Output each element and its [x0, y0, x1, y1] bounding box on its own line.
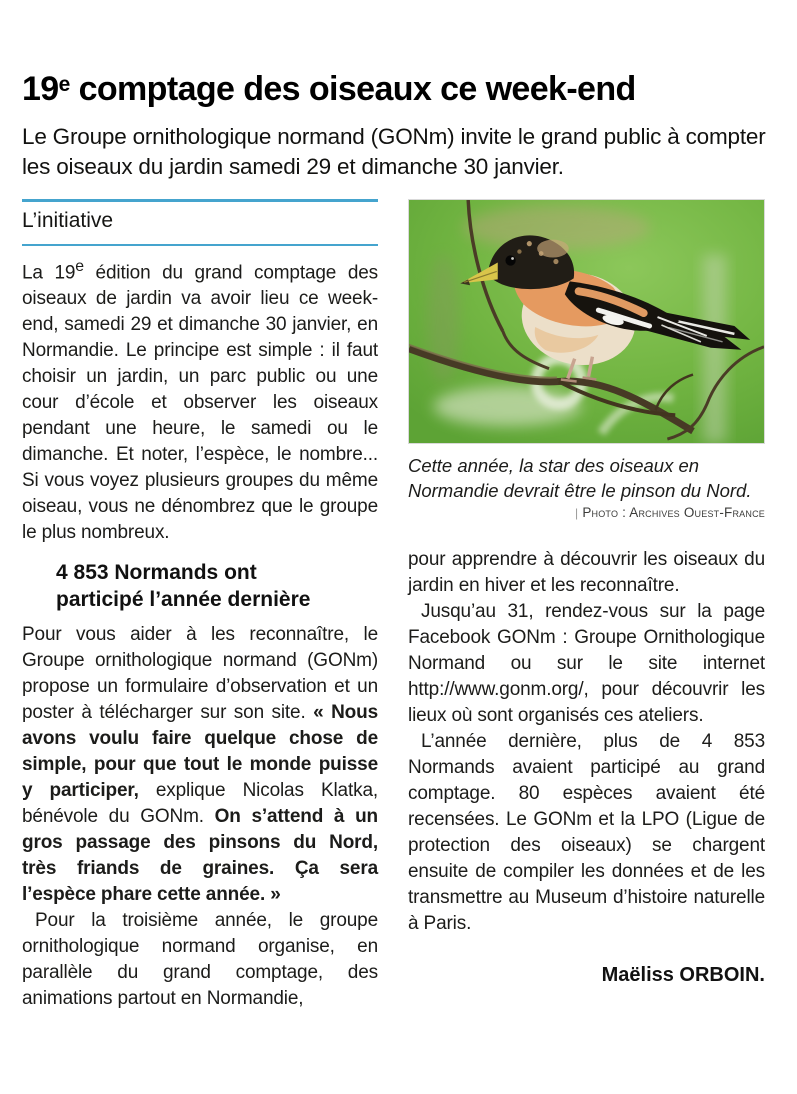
article-title: [22, 0, 771, 108]
paragraph-text: Pour vous aider à les reconnaître, le Groupe ornithologique normand (GONm) propose un formulaire d’observation et un poster à télécharger sur son site.: [22, 624, 378, 724]
section-kicker: [22, 199, 378, 246]
paragraph-text: édition du grand comptage des oiseaux de jardin va avoir lieu ce week-end, samedi 29 et dimanche 30 janvier, en Normandie. Le principe est simple : il faut choisir un jardin, un parc public ou une cour d’école et observer les oiseaux pendant une heure, le samedi ou le dimanche. Et noter, l’espèce, le nombre... Si vous voyez plusieurs groupes du même oiseau, vous ne dénombrez que le groupe le plus nombreux.: [22, 262, 379, 544]
title-ordinal-sup: e: [58, 73, 70, 96]
article-standfirst: Le Groupe ornithologique normand (GONm) invite le grand public à compter les oiseaux du jardin samedi 29 et dimanche 30 janvier.: [22, 123, 766, 179]
quote-bold-text: « Nous avons voulu faire quelque chose de simple, pour que tout le monde puisse y participer,: [22, 702, 378, 802]
credit-separator: |: [575, 505, 579, 520]
paragraph-text: explique Nicolas Klatka, bénévole du GONm.: [22, 780, 378, 828]
paragraph-quote: [22, 622, 378, 908]
paragraph-rendezvous: Jusqu’au 31, rendez-vous sur la page Facebook GONm : Groupe Ornithologique Normand ou sur le site internet http://www.gonm.org/, pour découvrir les lieux où sont organisés ces ateliers.: [408, 600, 765, 726]
spacer: [408, 528, 765, 547]
caption-text: Cette année, la star des oiseaux en Normandie devrait être le pinson du Nord.: [408, 454, 752, 501]
left-column: [22, 199, 378, 1012]
photo-caption: [408, 453, 765, 528]
title-text: comptage des oiseaux ce week-end: [69, 70, 636, 108]
right-column: [408, 199, 765, 1012]
paragraph-continuation: pour apprendre à découvrir les oiseaux du jardin en hiver et les reconnaître.: [408, 548, 765, 596]
crosshead: [56, 559, 378, 613]
ordinal-sup: e: [75, 257, 84, 275]
crosshead-line: participé l’année dernière: [56, 588, 311, 612]
photo-credit: [575, 500, 765, 526]
title-number: 19: [22, 70, 59, 108]
kicker-label: L’initiative: [22, 208, 114, 232]
author-byline: Maëliss ORBOIN.: [601, 963, 765, 986]
article-photo-brambling: [408, 199, 765, 444]
quote-bold-text: On s’attend à un gros passage des pinsons du Nord, très friands de graines. Ça sera l’espèce phare cette année. »: [22, 806, 379, 906]
credit-text: Photo : Archives Ouest-France: [582, 504, 765, 520]
paragraph-intro: [22, 254, 378, 546]
bird-photo-illustration: [409, 200, 764, 443]
crosshead-line: 4 853 Normands ont: [56, 561, 257, 585]
article-columns: [22, 199, 771, 1012]
paragraph-bilan: L’année dernière, plus de 4 853 Normands avaient participé au grand comptage. 80 espèces avaient été recensées. Le GONm et la LPO (Ligue de protection des oiseaux) se chargent ensuite de compiler les données et de les transmettre au Museum d’histoire naturelle à Paris.: [408, 730, 765, 934]
paragraph-text: La 19: [22, 262, 76, 284]
paragraph-animations: Pour la troisième année, le groupe ornithologique normand organise, en parallèle du grand comptage, des animations partout en Normandie,: [22, 910, 378, 1010]
